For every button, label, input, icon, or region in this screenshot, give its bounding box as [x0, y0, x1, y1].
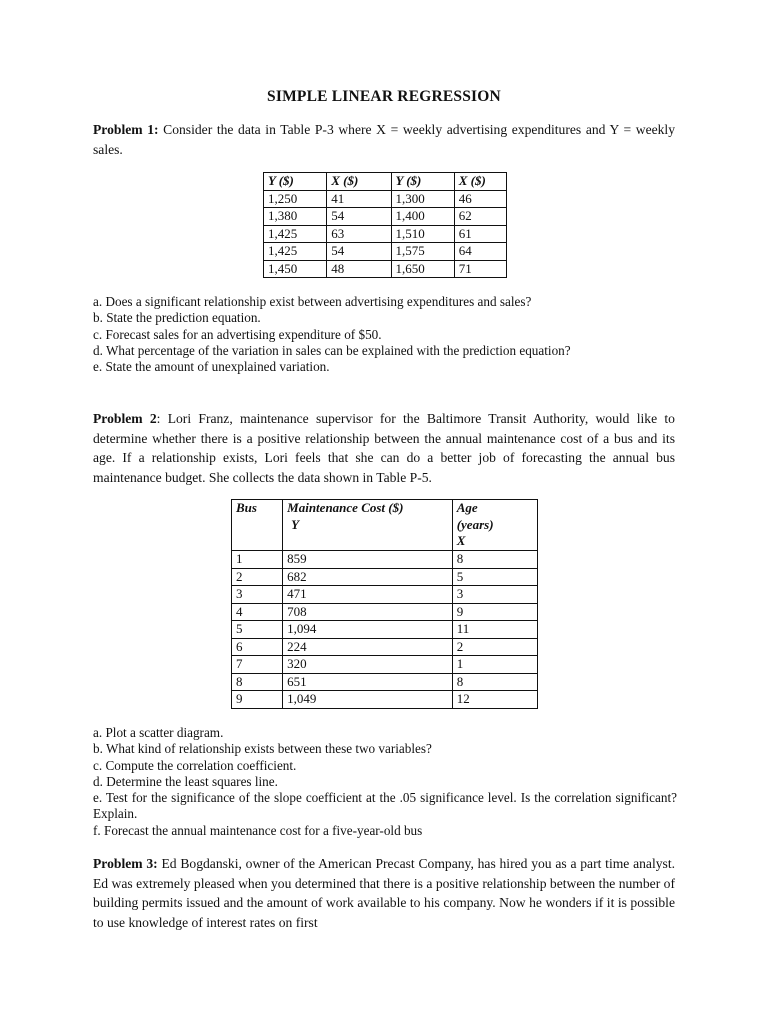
table-cell: 64 [454, 243, 506, 261]
table-cell: 1,380 [264, 208, 327, 226]
problem-3-statement [93, 854, 675, 932]
problem-2-questions [93, 725, 677, 839]
question-item: d. What percentage of the variation in sales can be explained with the prediction equation? [93, 342, 571, 358]
column-header-bus: Bus [232, 500, 283, 551]
table-cell: 62 [454, 208, 506, 226]
table-cell: 1,575 [391, 243, 454, 261]
question-item: f. Forecast the annual maintenance cost for a five-year-old bus [93, 822, 423, 838]
table-cell: 9 [232, 691, 283, 709]
table-cell: 2 [232, 568, 283, 586]
table-cell: 1,510 [391, 225, 454, 243]
table-cell: 3 [232, 586, 283, 604]
table-row [264, 225, 507, 243]
table-cell: 1,094 [283, 621, 453, 639]
table-row [264, 260, 507, 278]
problem-1-questions [93, 294, 677, 375]
column-header-age [452, 500, 537, 551]
table-cell: 1 [232, 551, 283, 569]
question-item: b. What kind of relationship exists between these two variables? [93, 741, 432, 757]
table-cell: 651 [283, 673, 453, 691]
age-header-unit: (years) [456, 516, 494, 532]
table-p5 [231, 499, 538, 709]
table-row [232, 586, 538, 604]
table-cell: 1,400 [391, 208, 454, 226]
table-cell: 1 [452, 656, 537, 674]
table-row [264, 208, 507, 226]
column-header: Y ($) [391, 173, 454, 191]
table-row [232, 638, 538, 656]
table-cell: 859 [283, 551, 453, 569]
question-item: c. Compute the correlation coefficient. [93, 757, 297, 773]
table-cell: 8 [452, 551, 537, 569]
column-header: X ($) [327, 173, 391, 191]
age-header-variable: X [456, 533, 466, 548]
problem-2-label: Problem 2 [93, 411, 157, 426]
table-row [264, 243, 507, 261]
column-header-cost [283, 500, 453, 551]
table-row [264, 190, 507, 208]
table-cell: 71 [454, 260, 506, 278]
table-p3 [263, 172, 507, 278]
table-row [232, 621, 538, 639]
table-cell: 48 [327, 260, 391, 278]
question-item: a. Does a significant relationship exist between advertising expenditures and sales? [93, 294, 532, 309]
problem-3-label: Problem 3: [93, 856, 158, 871]
problem-3-text: Ed Bogdanski, owner of the American Precast Company, has hired you as a part time analyst. Ed was extremely pleased when you determined that there is a positive relationship between the number of building permits issued and the amount of work available to his company. Now he wonders if it is possible to use knowledge of interest rates on first [93, 856, 675, 930]
question-item: a. Plot a scatter diagram. [93, 725, 224, 740]
table-cell: 8 [452, 673, 537, 691]
table-header-row [264, 173, 507, 191]
table-cell: 708 [283, 603, 453, 621]
table-cell: 682 [283, 568, 453, 586]
question-item: e. State the amount of unexplained variation. [93, 359, 330, 375]
table-cell: 5 [452, 568, 537, 586]
question-item: b. State the prediction equation. [93, 310, 261, 326]
cost-header-label: Maintenance Cost ($) [287, 500, 404, 515]
cost-header-variable: Y [291, 516, 300, 532]
table-row [232, 656, 538, 674]
table-cell: 8 [232, 673, 283, 691]
table-cell: 1,425 [264, 243, 327, 261]
table-cell: 224 [283, 638, 453, 656]
table-cell: 9 [452, 603, 537, 621]
column-header: X ($) [454, 173, 506, 191]
table-cell: 5 [232, 621, 283, 639]
table-cell: 54 [327, 208, 391, 226]
age-header-label: Age [456, 500, 478, 515]
table-cell: 4 [232, 603, 283, 621]
table-cell: 41 [327, 190, 391, 208]
table-cell: 1,250 [264, 190, 327, 208]
table-row [232, 551, 538, 569]
table-cell: 11 [452, 621, 537, 639]
table-row [232, 603, 538, 621]
table-cell: 6 [232, 638, 283, 656]
problem-1-label: Problem 1: [93, 122, 159, 137]
table-cell: 54 [327, 243, 391, 261]
problem-2-statement [93, 409, 675, 487]
table-cell: 3 [452, 586, 537, 604]
table-cell: 7 [232, 656, 283, 674]
table-cell: 320 [283, 656, 453, 674]
table-header-row [232, 500, 538, 551]
problem-2-text: : Lori Franz, maintenance supervisor for the Baltimore Transit Authority, would like to determine whether there is a positive relationship between the annual maintenance cost of a bus and its age. If a relationship exists, Lori feels that she can do a better job of forecasting the annual bus maintenance budget. She collects the data shown in Table P-5. [93, 411, 675, 485]
question-item: c. Forecast sales for an advertising expenditure of $50. [93, 326, 382, 342]
table-cell: 471 [283, 586, 453, 604]
table-cell: 1,049 [283, 691, 453, 709]
page-title: SIMPLE LINEAR REGRESSION [267, 88, 501, 105]
table-cell: 46 [454, 190, 506, 208]
table-cell: 1,450 [264, 260, 327, 278]
table-row [232, 691, 538, 709]
column-header: Y ($) [264, 173, 327, 191]
question-item: e. Test for the significance of the slope coefficient at the .05 significance level. Is the correlation significant? Explain. [93, 790, 677, 822]
table-row [232, 673, 538, 691]
table-cell: 12 [452, 691, 537, 709]
table-cell: 1,425 [264, 225, 327, 243]
table-row [232, 568, 538, 586]
question-item: d. Determine the least squares line. [93, 773, 278, 789]
problem-1-statement [93, 120, 675, 159]
table-cell: 1,300 [391, 190, 454, 208]
problem-1-text: Consider the data in Table P-3 where X = weekly advertising expenditures and Y = weekly sales. [93, 122, 676, 157]
table-cell: 1,650 [391, 260, 454, 278]
table-cell: 61 [454, 225, 506, 243]
table-cell: 63 [327, 225, 391, 243]
table-cell: 2 [452, 638, 537, 656]
